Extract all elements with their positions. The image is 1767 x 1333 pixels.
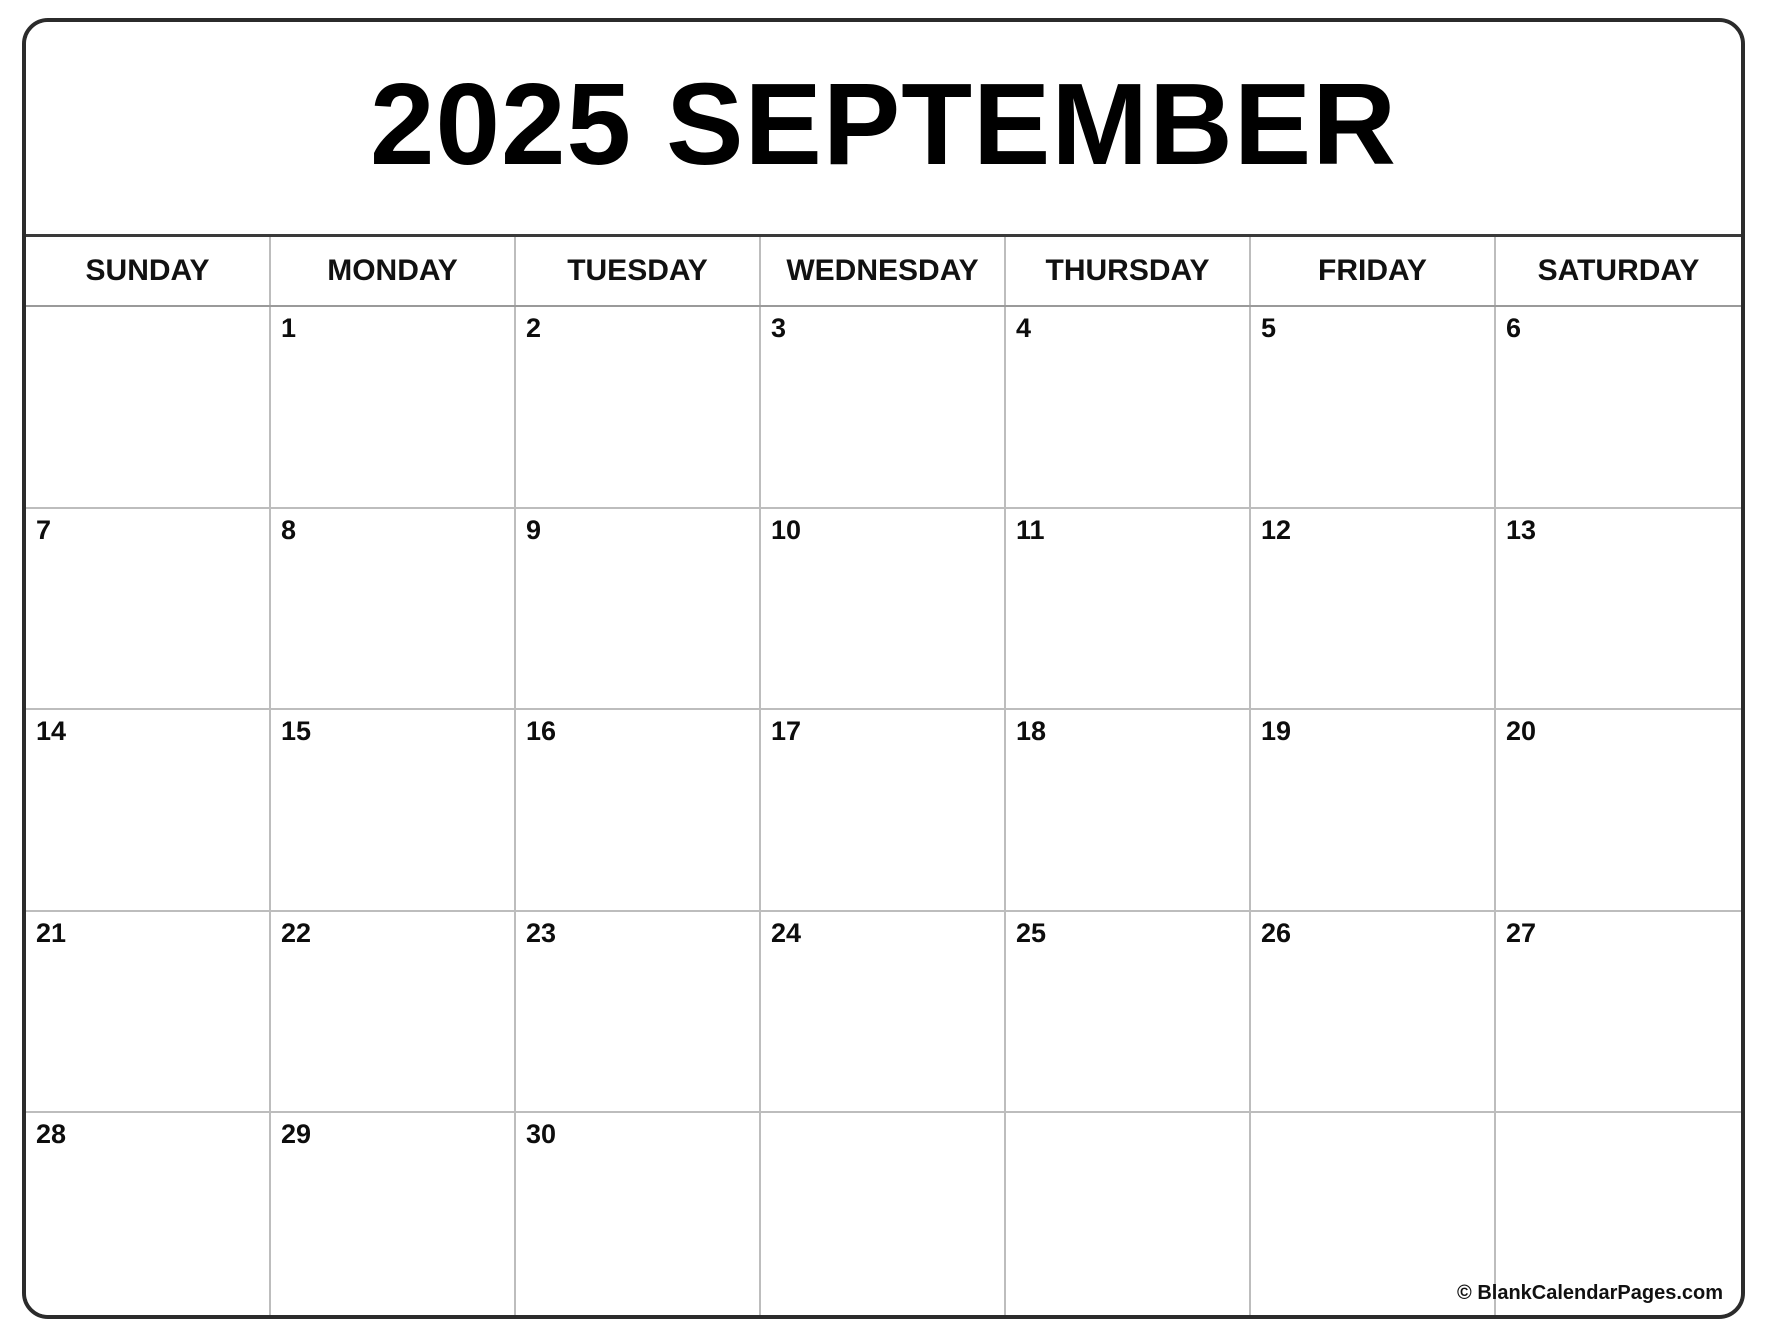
calendar-weeks	[26, 307, 1741, 1315]
day-cell[interactable]	[1006, 1113, 1251, 1315]
day-number: 17	[771, 716, 802, 747]
calendar-week-row	[26, 710, 1741, 912]
day-cell[interactable]	[1496, 307, 1741, 507]
day-number: 7	[36, 514, 52, 545]
day-cell[interactable]	[516, 912, 761, 1112]
day-cell[interactable]	[271, 509, 516, 709]
day-cell[interactable]	[1496, 710, 1741, 910]
weekday-header-row	[26, 237, 1741, 307]
weekday-monday: MONDAY	[271, 237, 516, 305]
day-cell[interactable]	[1006, 912, 1251, 1112]
day-cell[interactable]	[1251, 307, 1496, 507]
calendar-year: 2025	[370, 59, 633, 189]
weekday-tuesday: TUESDAY	[516, 237, 761, 305]
day-number: 10	[771, 514, 802, 545]
day-cell[interactable]	[1251, 710, 1496, 910]
day-number: 13	[1506, 514, 1537, 545]
day-cell[interactable]	[1251, 509, 1496, 709]
day-cell[interactable]	[271, 1113, 516, 1315]
day-number: 16	[526, 716, 557, 747]
day-number: 26	[1261, 917, 1292, 948]
calendar-week-row	[26, 509, 1741, 711]
calendar-container	[22, 18, 1745, 1319]
day-cell[interactable]	[26, 307, 271, 507]
calendar-month: SEPTEMBER	[666, 59, 1397, 189]
day-cell[interactable]	[761, 1113, 1006, 1315]
weekday-wednesday: WEDNESDAY	[761, 237, 1006, 305]
day-number: 21	[36, 917, 67, 948]
day-number: 19	[1261, 716, 1292, 747]
day-number: 18	[1016, 716, 1047, 747]
day-number: 5	[1261, 313, 1277, 343]
day-number: 14	[36, 716, 67, 747]
day-cell[interactable]	[1251, 912, 1496, 1112]
day-cell[interactable]	[761, 912, 1006, 1112]
day-number: 15	[281, 716, 312, 747]
day-cell[interactable]	[26, 912, 271, 1112]
day-cell[interactable]	[761, 307, 1006, 507]
day-cell[interactable]	[26, 710, 271, 910]
day-number: 24	[771, 917, 802, 948]
day-number: 28	[36, 1119, 67, 1150]
day-number: 29	[281, 1119, 312, 1150]
day-number: 20	[1506, 716, 1537, 747]
day-cell[interactable]	[516, 307, 761, 507]
calendar-week-row	[26, 307, 1741, 509]
weekday-thursday: THURSDAY	[1006, 237, 1251, 305]
day-cell[interactable]	[516, 710, 761, 910]
weekday-sunday: SUNDAY	[26, 237, 271, 305]
site-credit: © BlankCalendarPages.com	[1457, 1282, 1723, 1304]
day-cell[interactable]	[516, 1113, 761, 1315]
day-cell[interactable]	[271, 912, 516, 1112]
day-cell[interactable]	[26, 1113, 271, 1315]
day-number: 1	[281, 313, 297, 343]
day-number: 22	[281, 917, 312, 948]
weekday-friday: FRIDAY	[1251, 237, 1496, 305]
day-number: 11	[1016, 514, 1045, 545]
day-number: 23	[526, 917, 557, 948]
weekday-saturday: SATURDAY	[1537, 254, 1700, 287]
day-number: 12	[1261, 514, 1292, 545]
day-number: 3	[771, 313, 787, 343]
day-cell[interactable]	[1006, 509, 1251, 709]
day-cell[interactable]	[1496, 509, 1741, 709]
day-cell[interactable]	[271, 710, 516, 910]
day-number: 6	[1506, 313, 1522, 343]
day-cell[interactable]	[1006, 710, 1251, 910]
day-cell[interactable]	[516, 509, 761, 709]
day-number: 30	[526, 1119, 557, 1150]
day-cell[interactable]	[1496, 912, 1741, 1112]
day-cell[interactable]	[271, 307, 516, 507]
day-cell[interactable]	[1006, 307, 1251, 507]
day-cell[interactable]	[761, 710, 1006, 910]
day-number: 27	[1506, 917, 1537, 948]
day-number: 25	[1016, 917, 1047, 948]
calendar-title-bar	[26, 22, 1741, 237]
day-cell[interactable]	[26, 509, 271, 709]
day-number: 9	[526, 514, 542, 545]
day-number: 4	[1016, 313, 1032, 343]
day-number: 2	[526, 313, 542, 343]
day-number: 8	[281, 514, 297, 545]
day-cell[interactable]	[761, 509, 1006, 709]
page-title	[370, 59, 1397, 190]
calendar-week-row	[26, 912, 1741, 1114]
